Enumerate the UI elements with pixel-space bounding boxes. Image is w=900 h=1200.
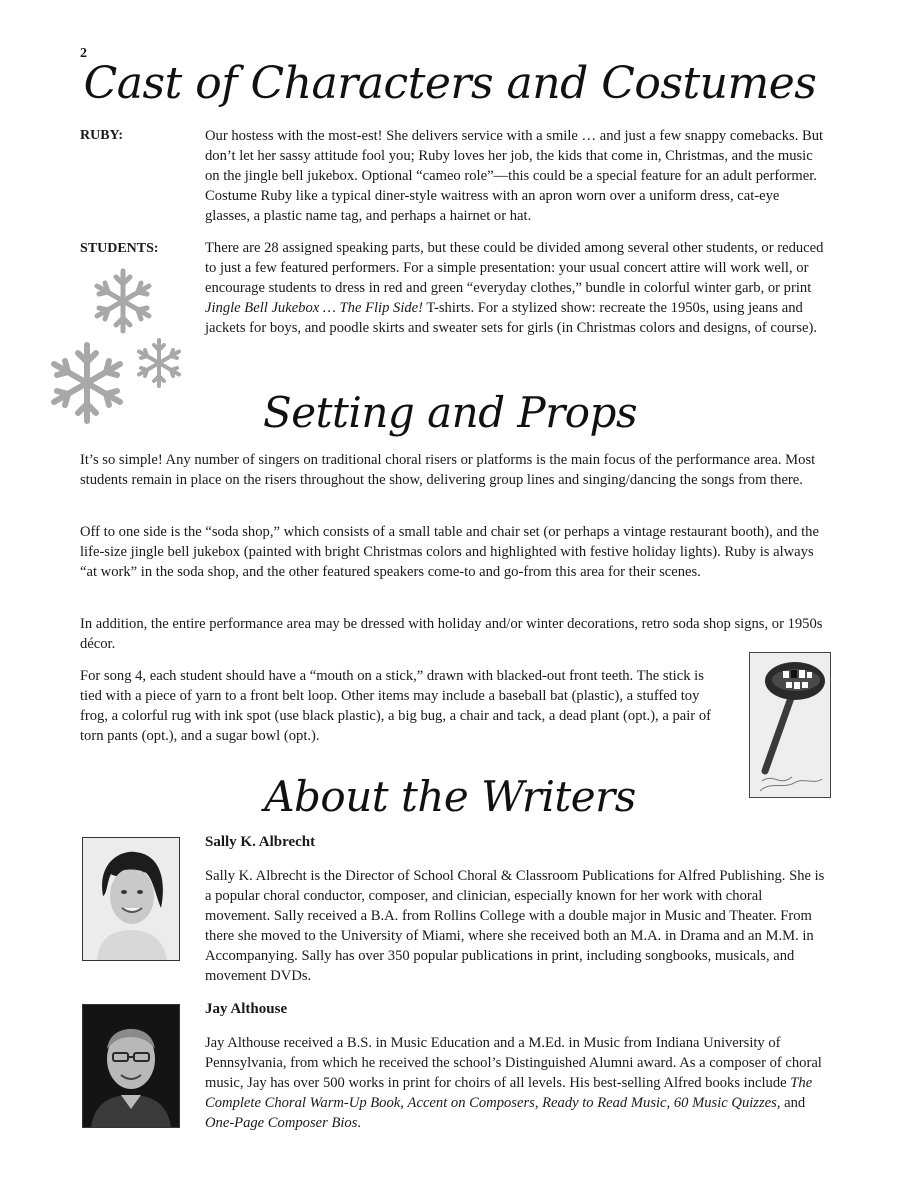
ruby-description: Our hostess with the most-est! She delivers service with a smile … and just a few snappy comebacks. But don’t let her sassy attitude fool you; Ruby loves her job, the kids that come in, Christmas, and the music on the jingle bell jukebox. Optional “cameo role”—this could be a special feature for an adult performer. Costume Ruby like a typical diner-style waitress with an apron worn over a uniform dress, cat-eye glasses, a plastic name tag, and perhaps a hairnet or hat. [205,128,824,224]
students-text-before: There are 28 assigned speaking parts, but these could be divided among several other students, or reduced to just a few featured performers. For a simple presentation: your usual concert attire will work well, or encourage students to dress in red and green “everyday clothes,” bundle in colorful winter garb, or print [205,240,824,296]
writers-heading: About the Writers [264,772,636,821]
setting-paragraph-2: Off to one side is the “soda shop,” which consists of a small table and chair set (or perhaps a vintage restaurant booth), and the life-size jingle bell jukebox (painted with bright Christmas colors and highlighted with festive holiday lights). Ruby is always “at work” in the soda shop, and the other featured speakers come-to and go-from this area for their scenes. [80,524,819,580]
setting-paragraph-4: For song 4, each student should have a “mouth on a stick,” drawn with blacked-out front teeth. The stick is tied with a piece of yarn to a front belt loop. Other items may include a baseball bat (plastic), a stuffed toy frog, a colorful rug with ink spot (use black plastic), a big bug, a chair and tack, a dead plant (opt.), a pair of torn pants (opt.), and a sugar bowl (opt.). [80,668,711,744]
setting-heading: Setting and Props [263,388,637,437]
snowflake-icon [132,336,186,390]
separator: , [666,1095,674,1111]
cast-heading: Cast of Characters and Costumes [83,58,817,109]
separator: , and [776,1095,806,1111]
jay-althouse-name: Jay Althouse [205,1001,288,1017]
separator: , [534,1095,543,1111]
sally-albrecht-name: Sally K. Albrecht [205,834,316,850]
book-title: 60 Music Quizzes [673,1095,777,1111]
students-tshirt-title: Jingle Bell Jukebox … The Flip Side! [205,300,424,316]
book-title: One-Page Composer Bios [205,1115,358,1131]
separator: , [400,1095,408,1111]
jay-althouse-bio [205,1033,830,1133]
sally-albrecht-bio: Sally K. Albrecht is the Director of School Choral & Classroom Publications for Alfred Publishing. She is a popular choral conductor, composer, and clinician, especially known for her work with choral movement. Sally received a B.A. from Rollins College with a double major in Music and Theater. From there she moved to the University of Miami, where she received both an M.A. in Drama and an M.M. in Accompanying. Sally has over 350 popular publications in print, including songbooks, musicals, and movement DVDs. [205,868,825,984]
setting-paragraph-1: It’s so simple! Any number of singers on traditional choral risers or platforms is the main focus of the performance area. Most students remain in place on the risers throughout the show, delivering group lines and singing/dancing the songs from there. [80,452,816,488]
sally-albrecht-photo [82,837,180,961]
snowflake-icon [88,266,158,336]
students-description [205,238,825,338]
book-title: The Complete Choral Warm-Up Book [205,1075,813,1111]
book-title: Ready to Read Music [542,1095,667,1111]
separator: . [357,1115,362,1131]
jay-bio-text: Jay Althouse received a B.S. in Music Education and a M.Ed. in Music from Indiana University of Pennsylvania, from which he received the school’s Distinguished Alumni award. As a composer of choral music, Jay has over 500 works in print for choirs of all levels. His best-selling Alfred books include [205,1035,822,1091]
page-number: 2 [80,46,87,61]
students-label: STUDENTS: [80,241,159,256]
setting-paragraph-3: In addition, the entire performance area may be dressed with holiday and/or winter decorations, retro soda shop signs, or 1950s décor. [80,616,823,652]
jay-althouse-photo [82,1004,180,1128]
ruby-label: RUBY: [80,128,124,143]
book-title: Accent on Composers [407,1095,535,1111]
students-text-after: T-shirts. For a stylized show: recreate the 1950s, using jeans and jackets for boys, and poodle skirts and sweater sets for girls (in Christmas colors and designs, of course). [205,300,817,336]
